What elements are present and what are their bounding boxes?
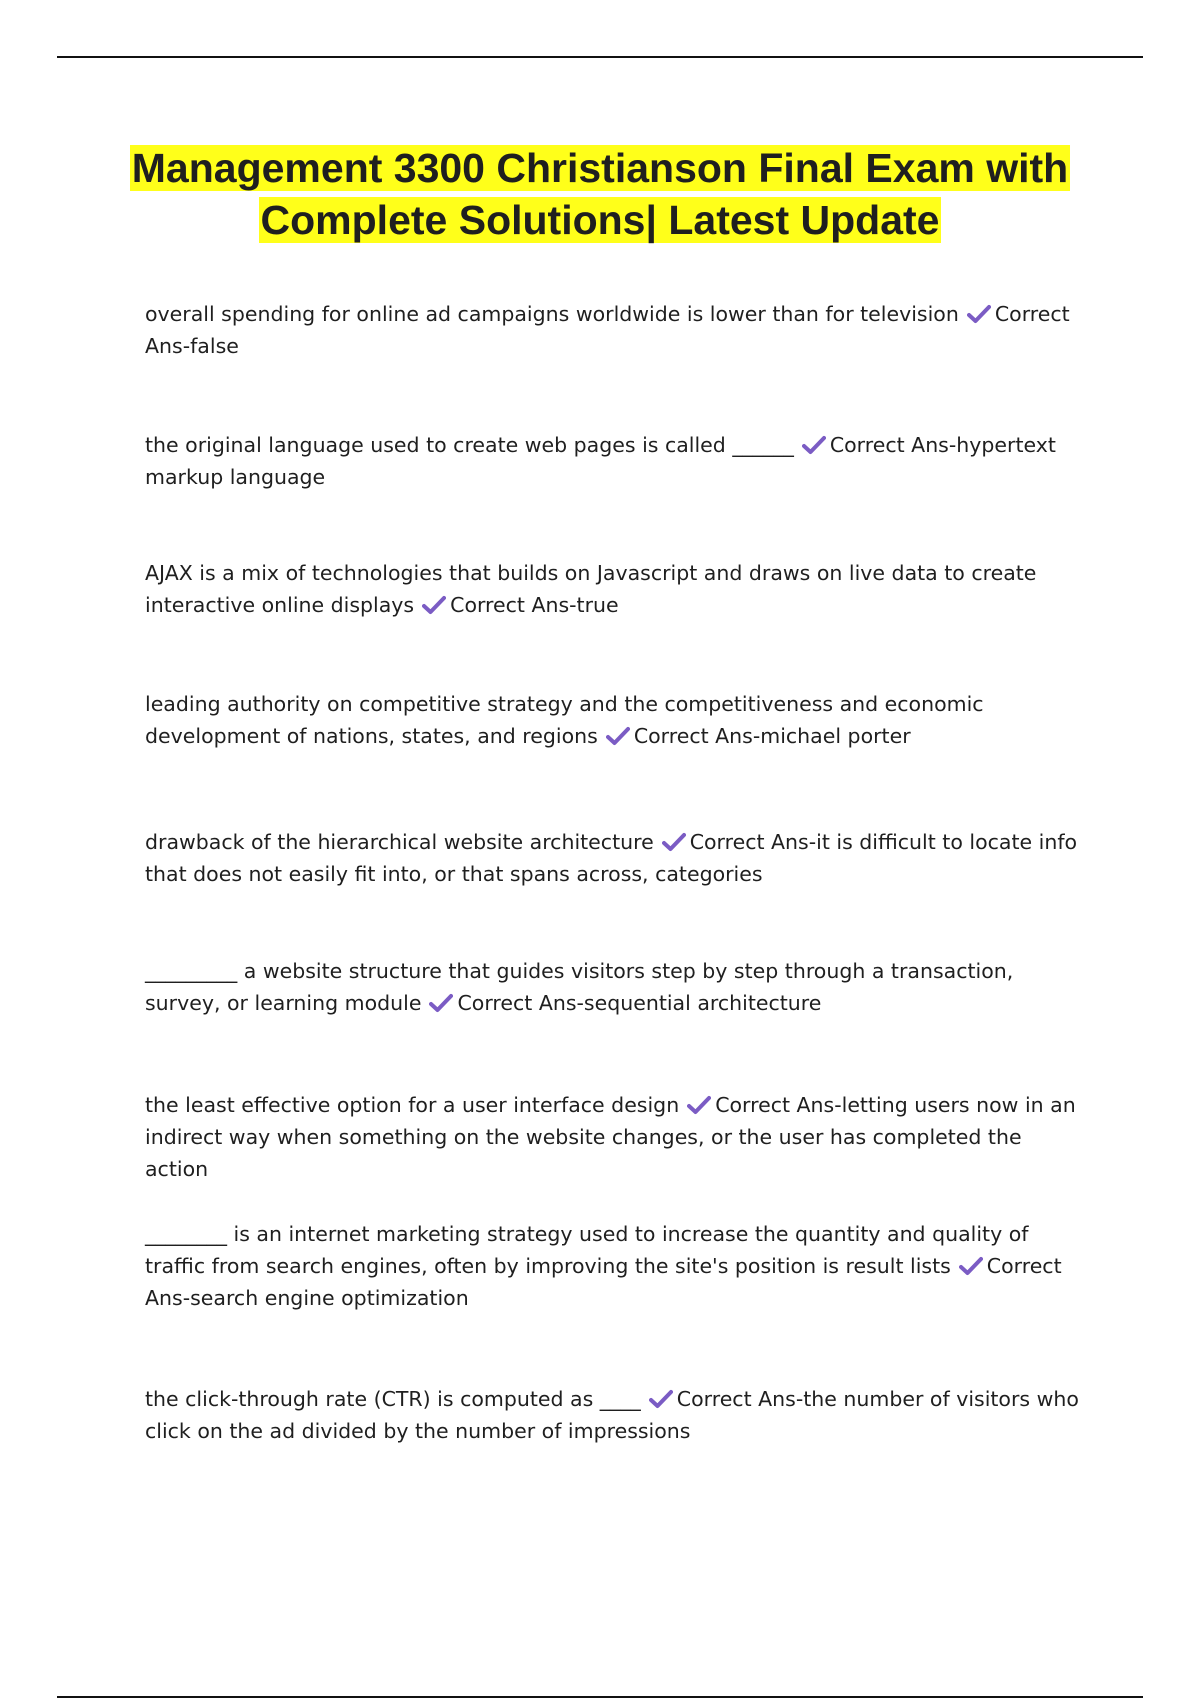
- question-text: drawback of the hierarchical website architecture: [145, 830, 654, 854]
- answer-text: Correct Ans-true: [450, 593, 619, 617]
- question-text: the least effective option for a user interface design: [145, 1093, 680, 1117]
- checkmark-icon: [967, 304, 991, 324]
- qa-item: [145, 826, 1085, 890]
- question-text: the click-through rate (CTR) is computed as ____: [145, 1387, 641, 1411]
- qa-item: [145, 557, 1085, 621]
- question-text: AJAX is a mix of technologies that builds on Javascript and draws on live data to create interactive online displays: [145, 561, 1037, 617]
- answer-text: Correct Ans-letting users now in an indirect way when something on the website changes, or the user has completed the action: [145, 1093, 1076, 1181]
- qa-item: [145, 429, 1085, 493]
- checkmark-icon: [429, 993, 453, 1013]
- bottom-rule: [57, 1696, 1143, 1698]
- answer-text: Correct Ans-sequential architecture: [457, 991, 822, 1015]
- answer-text: Correct Ans-it is difficult to locate info that does not easily fit into, or that spans across, categories: [145, 830, 1078, 886]
- answer-text: Correct Ans-search engine optimization: [145, 1254, 1062, 1310]
- qa-item: [145, 688, 1085, 752]
- answer-text: Correct Ans-michael porter: [633, 724, 911, 748]
- question-text: the original language used to create web pages is called ______: [145, 433, 794, 457]
- checkmark-icon: [802, 435, 826, 455]
- checkmark-icon: [649, 1389, 673, 1409]
- qa-item: [145, 1383, 1085, 1447]
- qa-item: [145, 1218, 1085, 1314]
- question-text: _________ a website structure that guides visitors step by step through a transaction, survey, or learning module: [145, 959, 1014, 1015]
- qa-item: [145, 955, 1085, 1019]
- qa-item: [145, 1089, 1085, 1185]
- document-title: Management 3300 Christianson Final Exam with Complete Solutions| Latest Update: [131, 145, 1069, 243]
- checkmark-icon: [606, 726, 630, 746]
- checkmark-icon: [662, 832, 686, 852]
- checkmark-icon: [959, 1256, 983, 1276]
- question-text: ________ is an internet marketing strategy used to increase the quantity and quality of traffic from search engines, often by improving the site's position is result lists: [145, 1222, 1029, 1278]
- question-text: leading authority on competitive strategy and the competitiveness and economic development of nations, states, and regions: [145, 692, 984, 748]
- top-rule: [57, 56, 1143, 58]
- answer-text: Correct Ans-false: [145, 302, 1070, 358]
- question-text: overall spending for online ad campaigns worldwide is lower than for television: [145, 302, 959, 326]
- checkmark-icon: [422, 595, 446, 615]
- answer-text: Correct Ans-hypertext markup language: [145, 433, 1056, 489]
- answer-text: Correct Ans-the number of visitors who click on the ad divided by the number of impressions: [145, 1387, 1079, 1443]
- qa-item: [145, 298, 1085, 362]
- checkmark-icon: [687, 1095, 711, 1115]
